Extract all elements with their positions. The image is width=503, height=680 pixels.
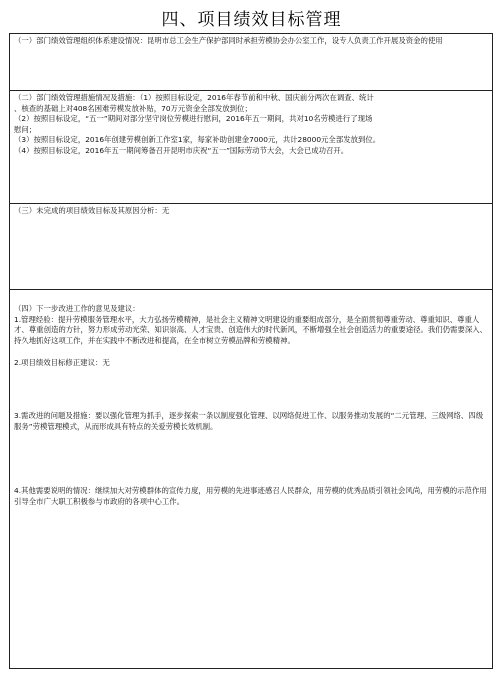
page-title: 四、项目绩效目标管理 [161,10,342,30]
measures-section [10,91,492,204]
management-experience-text: 1.管理经验：提升劳模服务管理水平，大力弘扬劳模精神，是社会主义精神文明建设的重要组成部分，是全面贯彻尊重劳动、尊重知识、尊重人才、尊重创造的方针，努力形成劳动光荣、知识崇高、人才宝贵、创造伟大的时代新风，不断增强全社会创造活力的重要途径。我们仍需要深入、持久地抓好这项工作，并在实践中不断改进和提高，在全市树立劳模品牌和劳模精神。 [14,314,488,345]
measures-line: （3）按照目标设定，2016年创建劳模创新工作室1家，每家补助创建金7000元，共计28000元全部发放到位。 [14,135,381,145]
next-steps-section [10,290,492,668]
incomplete-goals-section [10,204,492,290]
other-notes-text: 4.其他需要说明的情况：继续加大对劳模群体的宣传力度，用劳模的先进事迹感召人民群众，用劳模的优秀品质引领社会风尚，用劳模的示范作用引导全市广大职工积极参与市政府的各项中心工作。 [14,486,487,506]
measures-line: （二）部门绩效管理措施情况及措施：（1）按照目标设定，2016年春节前和中秋、国庆前分两次在调查、统计 [14,93,374,102]
org-system-section [10,34,492,91]
improvement-measures-text: 3.需改进的问题及措施：要以强化管理为抓手，逐步探索一条以制度强化管理、以网络促进工作、以服务推动发展的“二元管理、三级网络、四级服务”劳模管理模式，从而形成具有特点的关爱劳模长效机制。 [14,410,484,431]
goal-revision-text: 2.项目绩效目标修正建议：无 [14,358,110,368]
measures-line: 慰问； [14,124,37,134]
measures-line: （2）按照目标设定，“五一”期间对部分坚守岗位劳模进行慰问，2016年五一期间，共对10名劳模进行了现场 [14,114,373,124]
performance-form-table [9,33,493,669]
org-system-text: （一）部门绩效管理组织体系建设情况：昆明市总工会生产保护部同时承担劳模协会办公室工作，设专人负责工作开展及资金的使用 [14,36,443,45]
incomplete-goals-text: （三）未完成的项目绩效目标及其原因分析：无 [14,206,170,215]
next-steps-heading: （四）下一步改进工作的意见及建议： [14,304,140,313]
measures-line: （4）按照目标设定，2016年五一期间筹备召开昆明市庆祝“五一”国际劳动节大会，大会已成功召开。 [14,145,349,155]
measures-line: 、核查的基础上对408名困难劳模发放补贴，70万元资金全部发放到位； [14,103,252,113]
